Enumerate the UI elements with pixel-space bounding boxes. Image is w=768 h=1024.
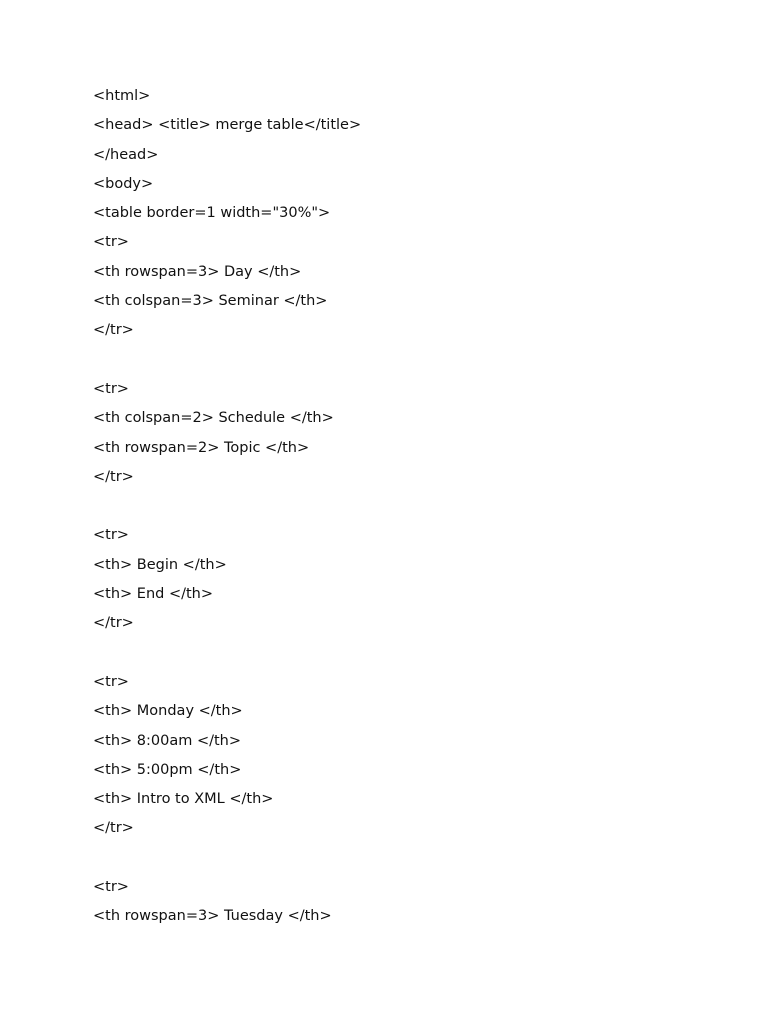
code-line: <tr> (93, 234, 129, 251)
code-line: <html> (93, 88, 151, 104)
code-line: <th rowspan=2> Topic </th> (93, 439, 310, 456)
code-line: <th> Begin </th> (93, 556, 227, 573)
blank-line (93, 349, 361, 378)
code-line: <th> 8:00am </th> (93, 732, 242, 749)
code-line: <table border=1 width="30%"> (93, 205, 331, 222)
code-line: </tr> (93, 468, 134, 485)
code-line: </tr> (93, 820, 134, 837)
code-line: <tr> (93, 673, 129, 690)
code-line: </tr> (93, 322, 134, 339)
code-line: <head> <title> merge table</title> (93, 117, 362, 134)
code-line: <th> 5:00pm </th> (93, 761, 242, 778)
blank-line (93, 495, 361, 524)
code-line: <th rowspan=3> Day </th> (93, 263, 302, 280)
code-line: <tr> (93, 527, 129, 544)
blank-line (93, 642, 361, 671)
code-line: <th rowspan=3> Tuesday </th> (93, 908, 332, 925)
code-line: <th colspan=2> Schedule </th> (93, 410, 334, 427)
code-line: <body> (93, 175, 154, 192)
code-line: <tr> (93, 879, 129, 896)
code-line: <tr> (93, 380, 129, 397)
code-listing (93, 85, 361, 935)
code-line: <th> Monday </th> (93, 703, 243, 720)
blank-line (93, 847, 361, 876)
code-line: <th> Intro to XML </th> (93, 791, 274, 808)
code-line: </head> (93, 146, 159, 163)
code-line: </tr> (93, 615, 134, 632)
code-line: <th colspan=3> Seminar </th> (93, 293, 328, 310)
code-line: <th> End </th> (93, 586, 214, 603)
